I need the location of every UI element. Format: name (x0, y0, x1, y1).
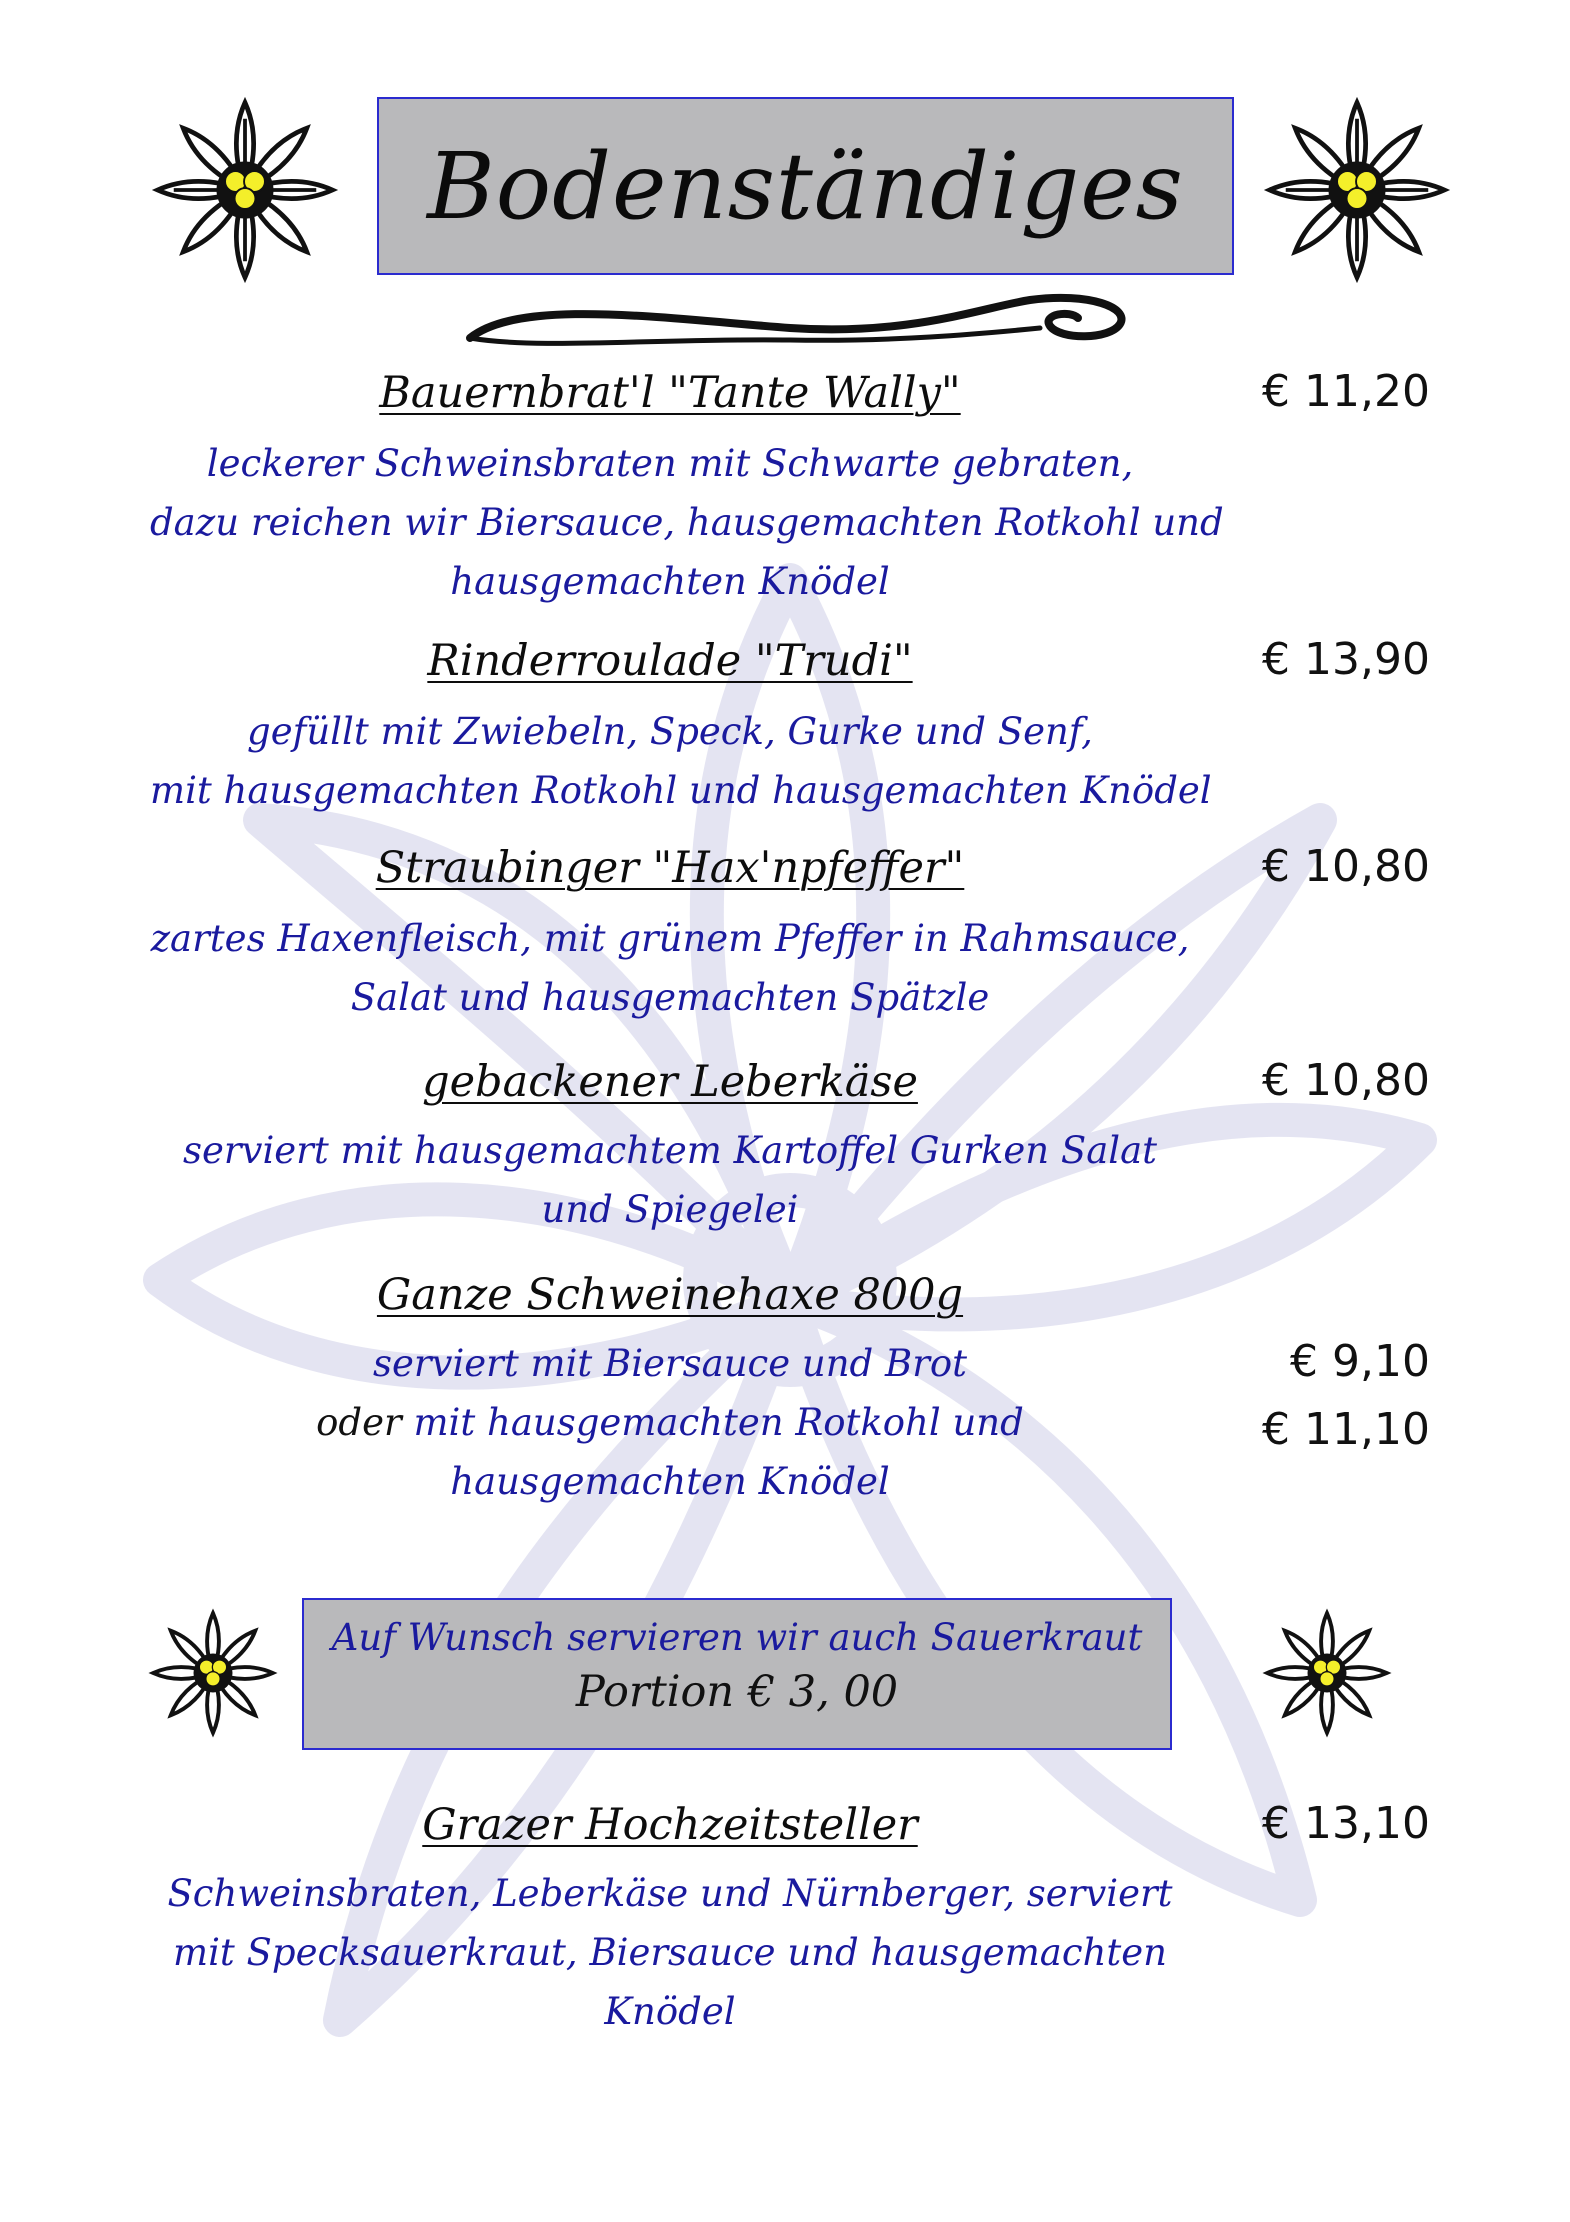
price-value: 10,80 (1304, 1055, 1430, 1106)
euro-sign: € (1262, 634, 1291, 685)
price-value: 13,90 (1304, 634, 1430, 685)
description-line: leckerer Schweinsbraten mit Schwarte gebraten, (206, 442, 1134, 485)
dish-name: Ganze Schweinehaxe 800g (376, 1270, 964, 1320)
euro-sign: € (1262, 1055, 1291, 1106)
dish-name: Grazer Hochzeitsteller (422, 1800, 918, 1850)
edelweiss-icon (150, 95, 340, 285)
description-line: Knödel (604, 1990, 736, 2033)
dish-price (1220, 1404, 1430, 1455)
price-value: 11,20 (1304, 366, 1430, 417)
swirl-ornament-icon (460, 288, 1140, 360)
description-prefix: oder (316, 1401, 402, 1444)
description-line: zartes Haxenfleisch, mit grünem Pfeffer in Rahmsauce, (150, 917, 1190, 960)
price-value: 13,10 (1304, 1798, 1430, 1849)
dish-price (1220, 841, 1430, 892)
page-title: Bodenständiges (427, 132, 1184, 240)
euro-sign: € (1262, 366, 1291, 417)
description-line: und Spiegelei (541, 1188, 799, 1231)
description-line: serviert mit Biersauce und Brot (372, 1342, 968, 1385)
dish-description (150, 702, 1212, 820)
edelweiss-icon (1262, 95, 1452, 285)
description-line: hausgemachten Knödel (450, 560, 890, 603)
sauerkraut-note-box (302, 1598, 1172, 1750)
dish-description (150, 1864, 1190, 2041)
description-line: hausgemachten Knödel (450, 1460, 890, 1503)
price-value: 11,10 (1304, 1404, 1430, 1455)
dish-price (1220, 1336, 1430, 1387)
price-value: 10,80 (1304, 841, 1430, 892)
edelweiss-icon (1262, 1608, 1392, 1738)
price-value: 9,10 (1332, 1336, 1430, 1387)
note-text: Auf Wunsch servieren wir auch Sauerkraut (331, 1616, 1143, 1659)
dish-price (1220, 634, 1430, 685)
dish-description (150, 1334, 1190, 1511)
title-box (377, 97, 1234, 275)
dish-price (1220, 1798, 1430, 1849)
dish-name: Rinderroulade "Trudi" (427, 636, 913, 686)
description-line: mit hausgemachten Rotkohl und hausgemachten Knödel (150, 769, 1212, 812)
description-line: Salat und hausgemachten Spätzle (350, 976, 990, 1019)
dish-name: gebackener Leberkäse (422, 1057, 918, 1107)
description-text: mit hausgemachten Rotkohl und (401, 1401, 1024, 1444)
description-line (150, 1393, 1190, 1452)
dish-description (150, 1121, 1190, 1239)
dish-description (150, 434, 1224, 611)
dish-name: Bauernbrat'l "Tante Wally" (379, 368, 961, 418)
dish-name: Straubinger "Hax'npfeffer" (375, 843, 965, 893)
euro-sign: € (1290, 1336, 1319, 1387)
dish-price (1220, 366, 1430, 417)
description-line: dazu reichen wir Biersauce, hausgemachten Rotkohl und (150, 501, 1224, 544)
edelweiss-icon (148, 1608, 278, 1738)
dish-description (150, 909, 1190, 1027)
euro-sign: € (1262, 841, 1291, 892)
note-price: Portion € 3, 00 (575, 1667, 899, 1717)
description-line: mit Specksauerkraut, Biersauce und hausgemachten (172, 1931, 1167, 1974)
euro-sign: € (1262, 1798, 1291, 1849)
dish-price (1220, 1055, 1430, 1106)
description-line: Schweinsbraten, Leberkäse und Nürnberger, serviert (167, 1872, 1173, 1915)
euro-sign: € (1262, 1404, 1291, 1455)
description-line: serviert mit hausgemachtem Kartoffel Gurken Salat (182, 1129, 1158, 1172)
description-line: gefüllt mit Zwiebeln, Speck, Gurke und Senf, (247, 710, 1093, 753)
